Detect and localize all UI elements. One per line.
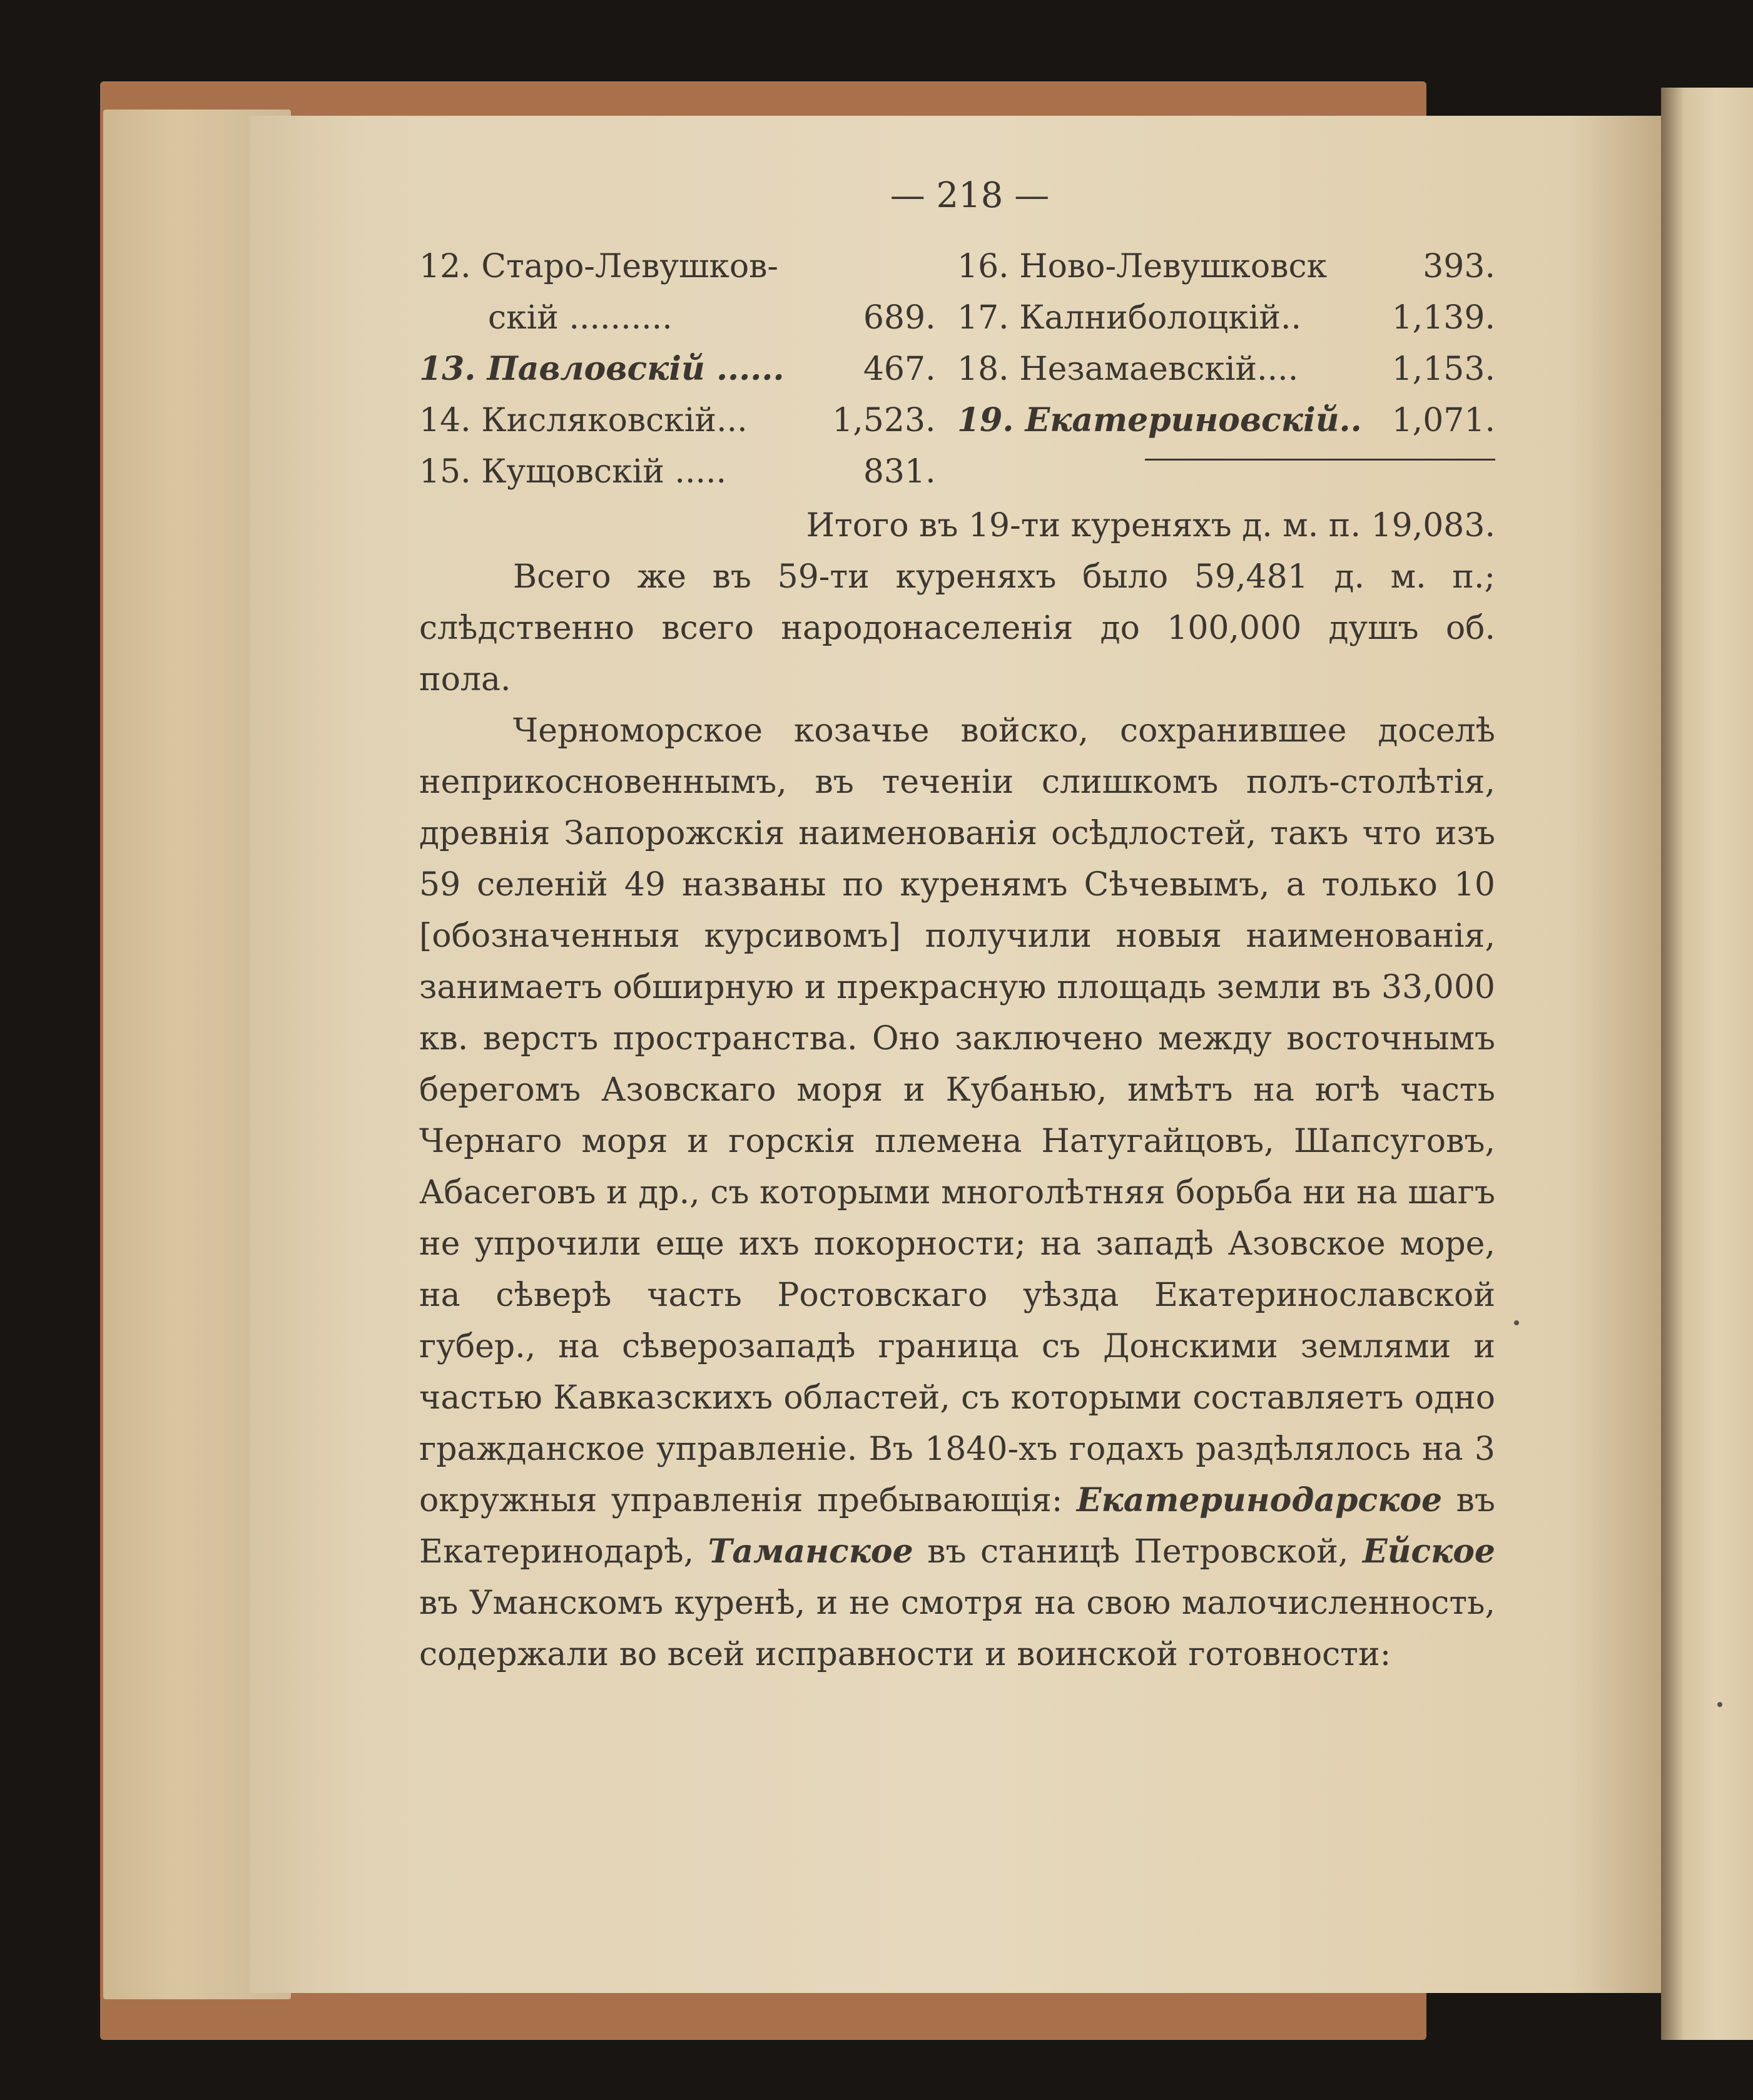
total-rule — [1145, 459, 1495, 461]
list-item-name: 18. Незамаевскій.... — [957, 350, 1299, 388]
list-item-value: 393. — [1423, 248, 1495, 285]
list-item — [957, 344, 1495, 395]
list-item-name: 15. Кущовскій ..... — [419, 453, 727, 491]
ink-speck — [1717, 1702, 1722, 1707]
list-item-value: 1,071. — [1391, 402, 1495, 439]
italic-place-name: Екатеринодарское — [1076, 1481, 1443, 1519]
list-item-value: 831. — [863, 453, 936, 491]
italic-place-name: Ейское — [1362, 1532, 1496, 1571]
ink-speck — [1514, 1320, 1519, 1325]
list-item-value: 1,153. — [1391, 350, 1495, 388]
facing-page-edge — [1661, 88, 1753, 2040]
list-item — [419, 446, 936, 497]
list-item — [419, 292, 936, 344]
paragraph-text: въ Екатеринодарѣ, — [419, 1482, 1495, 1571]
list-item-name: скій .......... — [488, 299, 673, 337]
list-item-name: 12. Старо-Левушков- — [419, 248, 778, 285]
paragraph-text: въ Уманскомъ куренѣ, и не смотря на свою малочисленность, содержали во всей исправности и воинской готовности: — [419, 1584, 1495, 1673]
kuren-list — [419, 241, 1495, 497]
list-item-name: 17. Калниболоцкій.. — [957, 299, 1302, 337]
list-item-name: 16. Ново-Левушковск — [957, 248, 1328, 285]
list-item — [957, 292, 1495, 344]
list-item-name: 14. Кисляковскій... — [419, 402, 748, 439]
list-item — [419, 395, 936, 446]
list-item-value: 689. — [863, 299, 936, 337]
paragraph-territory — [419, 705, 1495, 1680]
list-item-value: 1,523. — [832, 402, 936, 439]
italic-place-name: Таманское — [708, 1532, 913, 1571]
list-item-value: 467. — [863, 350, 936, 388]
list-item-name — [419, 344, 785, 395]
total-line: Итого въ 19-ти куреняхъ д. м. п. 19,083. — [806, 507, 1495, 544]
list-item-name-italic: 13. Павловскій ...... — [419, 350, 785, 388]
paragraph-text: въ станицѣ Петровской, — [927, 1533, 1349, 1571]
list-item-name-italic: 19. Екатериновскій.. — [957, 401, 1362, 439]
list-item-value: 1,139. — [1391, 299, 1495, 337]
paragraph-total-population: Всего же въ 59-ти куреняхъ было 59,481 д. м. п.; слѣдственно всего народонаселенія до 100,000 душъ об. пола. — [419, 558, 1495, 698]
list-item-name — [957, 395, 1362, 446]
kuren-list-right-column — [957, 241, 1495, 497]
kuren-list-left-column — [419, 241, 936, 497]
list-item — [957, 241, 1495, 292]
list-item — [419, 241, 936, 292]
page-number: — 218 — — [890, 175, 1050, 216]
list-item — [957, 395, 1495, 446]
page-text — [419, 175, 1495, 1680]
paragraph-text: Черноморское козачье войско, сохранившее доселѣ неприкосновеннымъ, въ теченіи слишкомъ полъ-столѣтія, древнія Запорожскія наименованія осѣдлостей, такъ что изъ 59 селеній 49 названы по куренямъ Сѣчевымъ, а только 10 [обозначенныя курсивомъ] получили новыя наименованія, занимаетъ обширную и прекрасную площадь земли въ 33,000 кв. верстъ пространства. Оно заключено между восточнымъ берегомъ Азовскаго моря и Кубанью, имѣтъ на югѣ часть Чернаго моря и горскія племена Натугайцовъ, Шапсуговъ, Абасеговъ и др., съ которыми многолѣтняя борьба ни на шагъ не упрочили еще ихъ покорности; на западѣ Азовское море, на сѣверѣ часть Ростовскаго уѣзда Екатеринославской губер., на сѣверозападѣ граница съ Донскими землями и частью Кавказскихъ областей, съ которыми составляетъ одно гражданское управленіе. Въ 1840-хъ годахъ раздѣлялось на 3 окружныя управленія пребывающія: — [419, 712, 1495, 1519]
list-item — [419, 344, 936, 395]
